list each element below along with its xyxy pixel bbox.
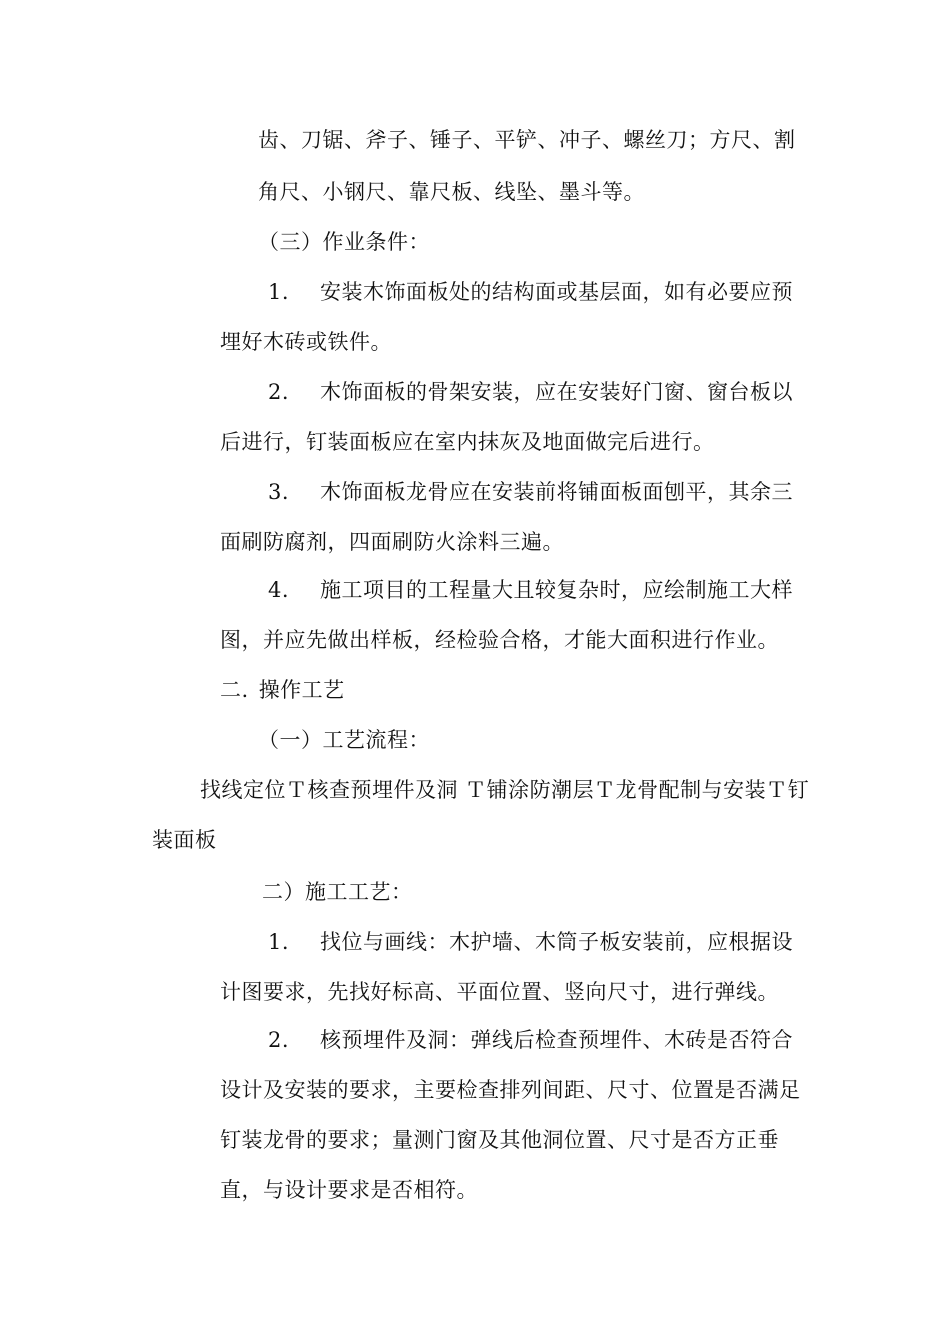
text-line [152, 826, 217, 854]
section-number: 二. [220, 678, 249, 702]
text-line [220, 328, 392, 356]
text-line [220, 1176, 478, 1204]
line-text: 计图要求，先找好标高、平面位置、竖向尺寸，进行弹线。 [220, 980, 779, 1004]
heading-text: 二）施工工艺： [262, 880, 413, 904]
line-text: 木饰面板的骨架安装，应在安装好门窗、窗台板以 [320, 380, 793, 404]
line-text: 施工项目的工程量大且较复杂时，应绘制施工大样 [320, 578, 793, 602]
line-text: 角尺、小钢尺、靠尺板、线坠、墨斗等。 [258, 180, 645, 204]
line-text: 直，与设计要求是否相符。 [220, 1178, 478, 1202]
line-text: 装面板 [152, 828, 217, 852]
list-item [268, 928, 793, 956]
item-number: 1. [268, 930, 290, 954]
line-text: 齿、刀锯、斧子、锤子、平铲、冲子、螺丝刀；方尺、割 [258, 128, 796, 152]
text-line [220, 1126, 779, 1154]
heading-text: 操作工艺 [258, 678, 345, 702]
list-item [268, 478, 793, 506]
text-line [220, 528, 564, 556]
text-line [220, 428, 715, 456]
section-heading [220, 676, 345, 704]
text-line [220, 1076, 801, 1104]
list-item [268, 278, 793, 306]
text-line [200, 776, 809, 804]
line-text: 设计及安装的要求，主要检查排列间距、尺寸、位置是否满足 [220, 1078, 801, 1102]
text-line [220, 978, 779, 1006]
line-text: 找位与画线：木护墙、木筒子板安装前，应根据设 [320, 930, 793, 954]
line-text: 图，并应先做出样板，经检验合格，才能大面积进行作业。 [220, 628, 779, 652]
list-item [268, 378, 793, 406]
heading-text: （一）工艺流程： [258, 728, 430, 752]
text-line [258, 126, 796, 154]
section-heading [262, 878, 413, 906]
line-text: 后进行，钉装面板应在室内抹灰及地面做完后进行。 [220, 430, 715, 454]
item-number: 4. [268, 578, 290, 602]
text-line [220, 626, 779, 654]
text-line [258, 178, 645, 206]
item-number: 3. [268, 480, 290, 504]
line-text: 钉装龙骨的要求；量测门窗及其他洞位置、尺寸是否方正垂 [220, 1128, 779, 1152]
item-number: 2. [268, 1028, 290, 1052]
list-item [268, 576, 793, 604]
section-heading [258, 726, 430, 754]
item-number: 1. [268, 280, 290, 304]
list-item [268, 1026, 793, 1054]
line-text: 面刷防腐剂，四面刷防火涂料三遍。 [220, 530, 564, 554]
line-text: 安装木饰面板处的结构面或基层面，如有必要应预 [320, 280, 793, 304]
line-text: 木饰面板龙骨应在安装前将铺面板面刨平，其余三 [320, 480, 793, 504]
heading-text: （三）作业条件： [258, 230, 430, 254]
line-text: 找线定位Ｔ核查预埋件及洞 Ｔ铺涂防潮层Ｔ龙骨配制与安装Ｔ钉 [200, 778, 810, 802]
item-number: 2. [268, 380, 290, 404]
section-heading [258, 228, 430, 256]
line-text: 核预埋件及洞：弹线后检查预埋件、木砖是否符合 [320, 1028, 793, 1052]
line-text: 埋好木砖或铁件。 [220, 330, 392, 354]
